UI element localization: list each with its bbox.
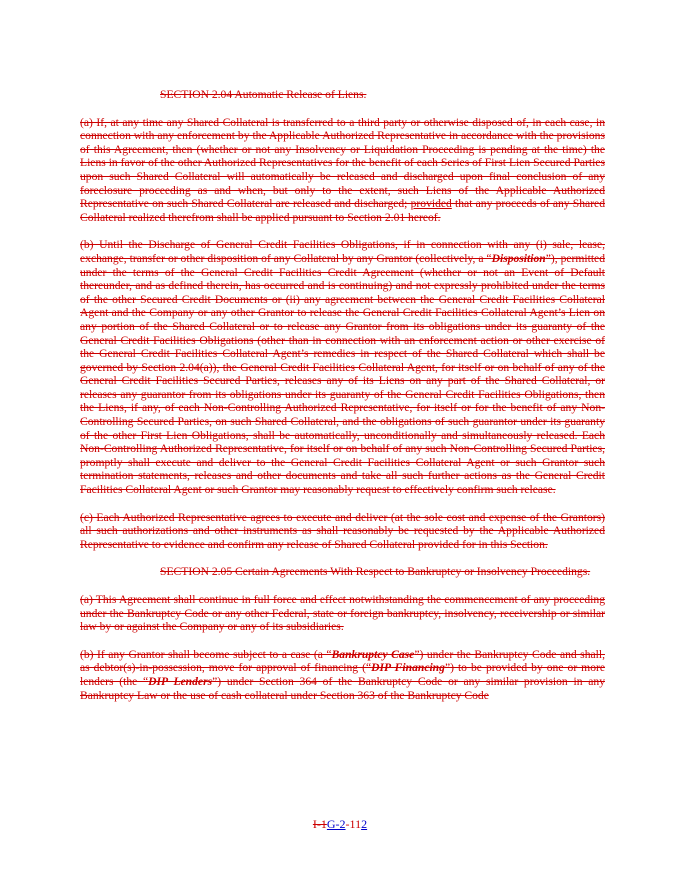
footer-inserted-suffix: 2 [361, 817, 368, 831]
defined-term-dip-financing: DIP Financing [371, 661, 445, 675]
section-2-04-b-text: (b) Until the Discharge of General Credit Facilities Obligations, if in connection with any (i) sale, lease, exchange, transfer or other disposition of any Collateral by any Grantor (collectively, a “ [80, 238, 605, 265]
section-2-05-b-text-end: ”) under Section 364 of the Bankruptcy Code or any similar provision in any Bankruptcy Law or the use of cash collateral under Section 363 of the Bankruptcy Code [80, 674, 605, 702]
section-2-05-b-paragraph [80, 648, 605, 702]
section-2-05-b-text-3: ”) to be provided by one or more lenders (the “ [80, 661, 606, 688]
section-2-04-a-text-end: that any proceeds of any Shared Collateral realized therefrom shall be applied pursuant to Section 2.01 hereof. [80, 197, 605, 224]
footer-inserted-prefix: G-2 [326, 817, 346, 831]
section-2-05-b-text: (b) If any Grantor shall become subject to a case (a “ [80, 647, 332, 661]
defined-term-dip-lenders: DIP Lenders [148, 674, 213, 688]
footer-page-number: -11 [345, 817, 362, 831]
section-2-04-heading: SECTION 2.04 Automatic Release of Liens. [160, 88, 367, 101]
footer-deleted-prefix: I-1 [312, 817, 327, 831]
page-footer [0, 817, 680, 832]
defined-term-disposition: Disposition [491, 251, 546, 265]
section-2-04-a-paragraph [80, 116, 605, 225]
section-2-05-a-paragraph: (a) This Agreement shall continue in full force and effect notwithstanding the commencement of any proceeding under the Bankruptcy Code or any other Federal, state or foreign bankruptcy, insolvency, receivership or similar law by or against the Company or any of its subsidiaries. [80, 593, 605, 634]
defined-term-bankruptcy-case: Bankruptcy Case [331, 647, 415, 661]
section-2-05-heading: SECTION 2.05 Certain Agreements With Respect to Bankruptcy or Insolvency Proceedings. [160, 565, 591, 579]
provided-term: provided [410, 197, 452, 211]
section-2-04-b-paragraph [80, 238, 605, 496]
section-2-04-a-text: (a) If, at any time any Shared Collateral is transferred to a third party or otherwise disposed of, in each case, in connection with any enforcement by the Applicable Authorized Representative in accordance with the provisions of this Agreement, then (whether or not any Insolvency or Liquidation Proceeding is pending at the time) the Liens in favor of the other Authorized Representatives for the benefit of each Series of First Lien Secured Parties upon such Shared Collateral will automatically be released and discharged upon final conclusion of any foreclosure proceeding as and when, but only to the extent, such Liens of the Applicable Authorized Representative on such Shared Collateral are released and discharged; [80, 115, 605, 211]
section-2-05-b-text-2: ”) under the Bankruptcy Code and shall, as debtor(s)-in-possession, move for approval of financing (“ [80, 647, 605, 675]
document-body [80, 88, 605, 716]
section-2-04-c-paragraph: (c) Each Authorized Representative agrees to execute and deliver (at the sole cost and expense of the Grantors) all such authorizations and other instruments as shall reasonably be requested by the Applicable Authorized Representative to evidence and confirm any release of Shared Collateral provided for in this Section. [80, 510, 605, 551]
section-2-04-b-text-end: ”), permitted under the terms of the General Credit Facilities Credit Agreement (whether or not an Event of Default thereunder, and as defined therein, has occurred and is continuing) and not expressly prohibited under the terms of the other Secured Credit Documents or (ii) any agreement between the General Credit Facilities Collateral Agent and the Company or any other Grantor to release the General Credit Facilities Collateral Agent’s Lien on any portion of the Shared Collateral or to release any Grantor from its obligations under its guaranty of the General Credit Facilities Obligations (other than in connection with an enforcement action or other exercise of the General Credit Facilities Collateral Agent’s remedies in respect of the Shared Collateral which shall be governed by Section 2.04(a)), the General Credit Facilities Collateral Agent, for itself or on behalf of any of the General Credit Facilities Secured Parties, releases any of its Liens on any part of the Shared Collateral, or releases any guarantor from its obligations under its guaranty of the General Credit Facilities Obligations, then the Liens, if any, of each Non-Controlling Authorized Representative, for itself or for the benefit of any Non-Controlling Secured Parties, on such Shared Collateral, and the obligations of such guarantor under its guaranty of the other First Lien Obligations, shall be automatically, unconditionally and simultaneously released. Each Non-Controlling Authorized Representative, for itself or on behalf of any such Non-Controlling Secured Parties, promptly shall execute and deliver to the General Credit Facilities Collateral Agent or such Grantor such termination statements, releases and other documents and take all such further actions as the General Credit Facilities Collateral Agent or such Grantor may reasonably request to effectively confirm such release. [80, 251, 605, 497]
